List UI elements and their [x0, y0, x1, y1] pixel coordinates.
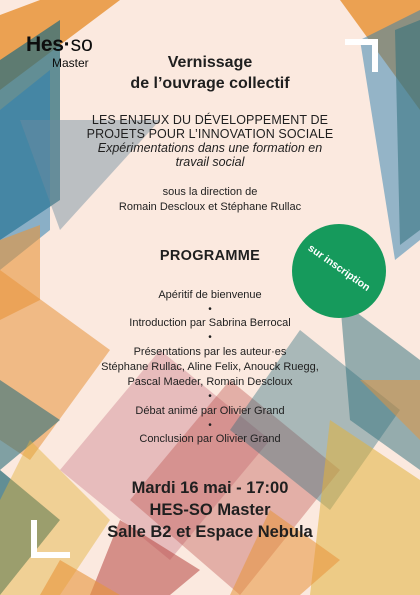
- programme-separator: •: [208, 332, 212, 343]
- programme-item: Apéritif de bienvenue: [158, 289, 262, 301]
- logo-so-text: so: [70, 33, 93, 56]
- logo-master-text: Master: [52, 56, 89, 70]
- programme-item: Introduction par Sabrina Berrocal: [129, 317, 291, 329]
- programme-separator: •: [208, 391, 212, 402]
- logo-dot: ·: [63, 33, 71, 56]
- programme-item: Stéphane Rullac, Aline Felix, Anouck Ruegg,: [101, 361, 319, 373]
- inscription-badge: [292, 224, 386, 318]
- event-date: Mardi 16 mai - 17:00: [131, 479, 289, 497]
- hes-so-logo: [26, 34, 93, 55]
- title-line-2: de l’ouvrage collectif: [130, 75, 290, 92]
- subtitle-line-4: travail social: [175, 155, 245, 169]
- subtitle-line-2: PROJETS POUR L’INNOVATION SOCIALE: [86, 127, 334, 141]
- direction-names: Romain Descloux et Stéphane Rullac: [118, 201, 302, 213]
- subtitle-line-1: LES ENJEUX DU DÉVELOPPEMENT DE: [91, 113, 329, 127]
- event-venue-2: Salle B2 et Espace Nebula: [107, 523, 313, 541]
- inscription-badge-text: sur inscription: [305, 242, 373, 294]
- logo-hes-text: Hes: [26, 33, 64, 56]
- subtitle-line-3: Expérimentations dans une formation en: [97, 141, 323, 155]
- programme-item: Présentations par les auteur·es: [133, 346, 287, 358]
- programme-separator: •: [208, 304, 212, 315]
- programme-item: Pascal Maeder, Romain Descloux: [127, 376, 293, 388]
- programme-item: Conclusion par Olivier Grand: [139, 433, 281, 445]
- programme-separator: •: [208, 420, 212, 431]
- event-venue-1: HES-SO Master: [149, 501, 271, 519]
- title-line-1: Vernissage: [167, 54, 253, 71]
- direction-label: sous la direction de: [162, 186, 258, 198]
- programme-item: Débat animé par Olivier Grand: [135, 405, 285, 417]
- programme-title: PROGRAMME: [159, 248, 261, 264]
